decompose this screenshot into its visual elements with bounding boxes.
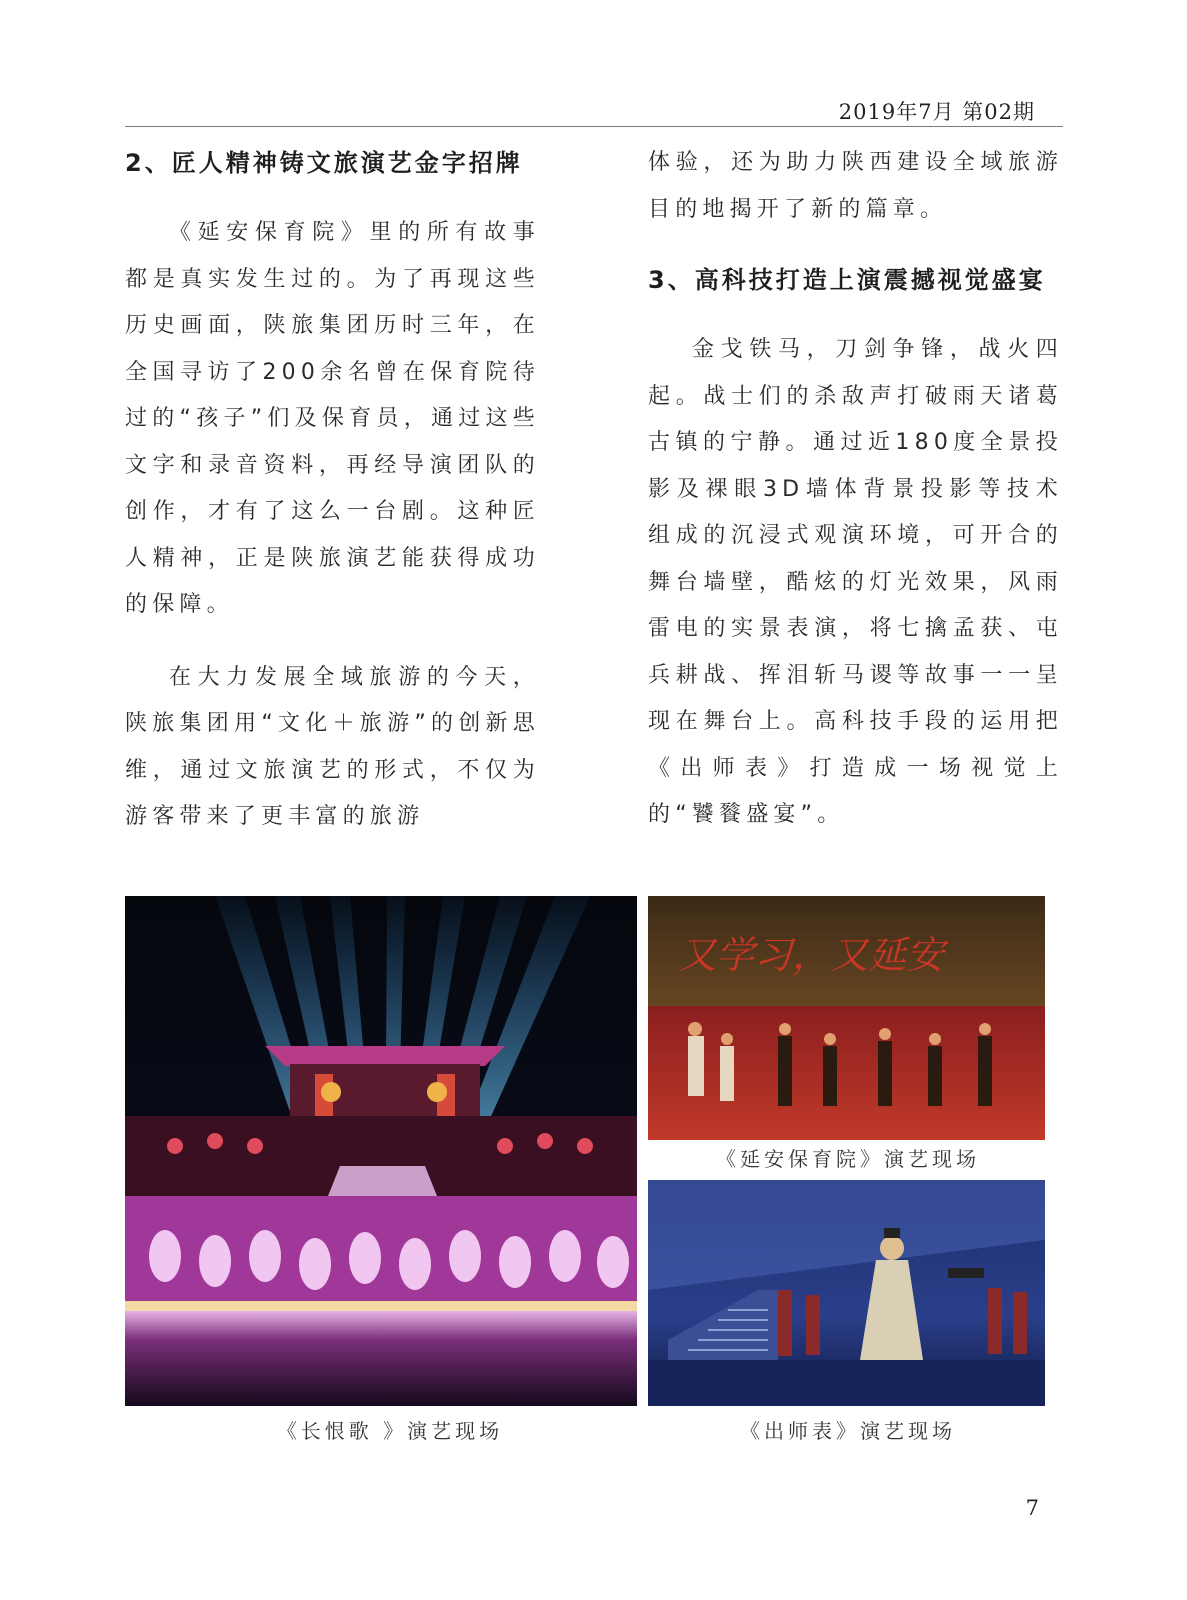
section-heading-3: 3、高科技打造上演震撼视觉盛宴 — [648, 266, 1046, 294]
photo-yanan — [648, 896, 1045, 1140]
caption-changhenge: 《长恨歌 》演艺现场 — [276, 1419, 504, 1443]
paragraph-culture-tourism: 在大力发展全域旅游的今天，陕旅集团用“文化＋旅游”的创新思维，通过文旅演艺的形式，不仅为游客带来了更丰富的旅游 — [125, 664, 540, 829]
paragraph-yanan-story: 《延安保育院》里的所有故事都是真实发生过的。为了再现这些历史画面，陕旅集团历时三年，在全国寻访了200余名曾在保育院待过的“孩子”们及保育员，通过这些文字和录音资料，再经导演团队的创作，才有了这么一台剧。这种匠人精神，正是陕旅演艺能获得成功的保障。 — [125, 220, 540, 617]
caption-yanan: 《延安保育院》演艺现场 — [716, 1147, 980, 1171]
caption-chushibiao: 《出师表》演艺现场 — [740, 1419, 956, 1443]
yanan-banner-text: 又学习，又延安 — [678, 933, 945, 977]
left-column — [125, 140, 540, 841]
header-rule — [125, 126, 1063, 127]
section-heading-2: 2、匠人精神铸文旅演艺金字招牌 — [125, 149, 523, 177]
photo-changhenge — [125, 896, 637, 1406]
issue-label: 2019年7月 第02期 — [838, 100, 1035, 124]
photo-chushibiao — [648, 1180, 1045, 1406]
right-column — [648, 140, 1063, 839]
paragraph-high-tech: 金戈铁马，刀剑争锋，战火四起。战士们的杀敌声打破雨天诸葛古镇的宁静。通过近180度全景投影及裸眼3D墙体背景投影等技术组成的沉浸式观演环境，可开合的舞台墙壁，酷炫的灯光效果，风雨雷电的实景表演，将七擒孟获、屯兵耕战、挥泪斩马谡等故事一一呈现在舞台上。高科技手段的运用把《出师表》打造成一场视觉上的“饕餮盛宴”。 — [648, 337, 1063, 827]
page-number: 7 — [1025, 1496, 1039, 1520]
paragraph-continuation: 体验，还为助力陕西建设全域旅游目的地揭开了新的篇章。 — [648, 150, 1063, 222]
